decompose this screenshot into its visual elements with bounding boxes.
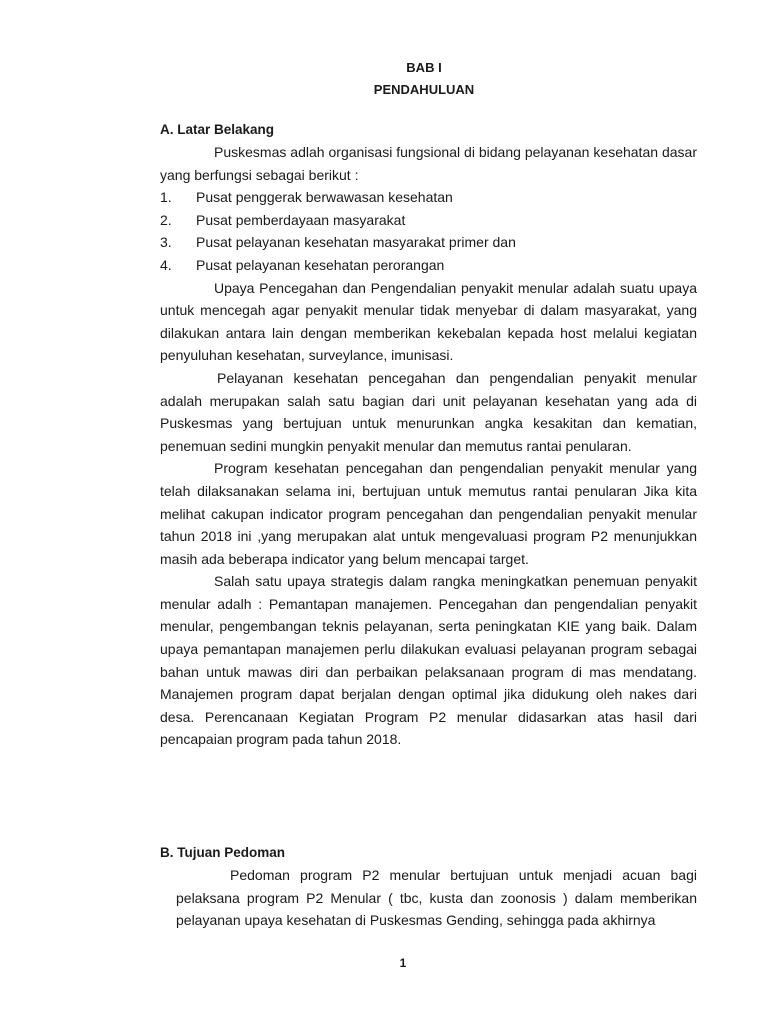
section-a-body: [160, 141, 697, 751]
body-paragraph: Salah satu upaya strategis dalam rangka meningkatkan penemuan penyakit menular adalh : Pemantapan manajemen. Pencegahan dan pengendalian penyakit menular, pengembangan teknis pelayanan, serta peningkatan KIE yang baik. Dalam upaya pemantapan manajemen perlu dilakukan evaluasi pelayanan program sebagai bahan untuk mawas diri dan perbaikan pelaksanaan program di mas mendatang. Manajemen program dapat berjalan dengan optimal jika didukung oleh nakes dari desa. Perencanaan Kegiatan Program P2 menular didasarkan atas hasil dari pencapaian program pada tahun 2018.: [160, 573, 697, 748]
chapter-number: BAB I: [406, 60, 442, 75]
section-b-heading: B. Tujuan Pedoman: [160, 845, 286, 860]
section-b-body: [176, 864, 697, 932]
list-item-number: 4.: [160, 256, 172, 273]
list-item: [160, 254, 697, 277]
intro-paragraph: Puskesmas adlah organisasi fungsional di bidang pelayanan kesehatan dasar yang berfungsi sebagai berikut :: [160, 144, 697, 183]
list-item-text: Pusat pelayanan kesehatan perorangan: [196, 256, 445, 273]
list-item-text: Pusat penggerak berwawasan kesehatan: [196, 189, 453, 206]
list-item-text: Pusat pemberdayaan masyarakat: [196, 211, 406, 228]
list-item: [160, 209, 697, 232]
section-a-heading: A. Latar Belakang: [160, 122, 275, 137]
list-item-text: Pusat pelayanan kesehatan masyarakat primer dan: [196, 234, 516, 251]
body-paragraph: Program kesehatan pencegahan dan pengendalian penyakit menular yang telah dilaksanakan selama ini, bertujuan untuk memutus rantai penularan Jika kita melihat cakupan indicator program pencegahan dan pengendalian penyakit menular tahun 2018 ini ,yang merupakan alat untuk mengevaluasi program P2 menunjukkan masih ada beberapa indicator yang belum mencapai target.: [160, 460, 697, 567]
list-item-number: 1.: [160, 189, 172, 206]
list-item: [160, 231, 697, 254]
functions-list: [160, 186, 697, 276]
body-paragraph: Pelayanan kesehatan pencegahan dan pengendalian penyakit menular adalah merupakan salah satu bagian dari unit pelayanan kesehatan yang ada di Puskesmas yang bertujuan untuk menurunkan angka kesakitan dan kematian, penemuan sedini mungkin penyakit menular dan memutus rantai penularan.: [160, 369, 697, 454]
chapter-title: PENDAHULUAN: [373, 82, 475, 97]
body-paragraph: Upaya Pencegahan dan Pengendalian penyakit menular adalah suatu upaya untuk mencegah agar penyakit menular tidak menyebar di dalam masyarakat, yang dilakukan antara lain dengan memberikan kekebalan kepada host melalui kegiatan penyuluhan kesehatan, surveylance, imunisasi.: [160, 279, 697, 364]
list-item-number: 2.: [160, 211, 172, 228]
body-paragraph: Pedoman program P2 menular bertujuan untuk menjadi acuan bagi pelaksana program P2 Menular ( tbc, kusta dan zoonosis ) dalam memberikan pelayanan upaya kesehatan di Puskesmas Gending, sehingga pada akhirnya: [176, 867, 697, 929]
list-item-number: 3.: [160, 234, 172, 251]
page-number: 1: [399, 956, 407, 970]
list-item: [160, 186, 697, 209]
